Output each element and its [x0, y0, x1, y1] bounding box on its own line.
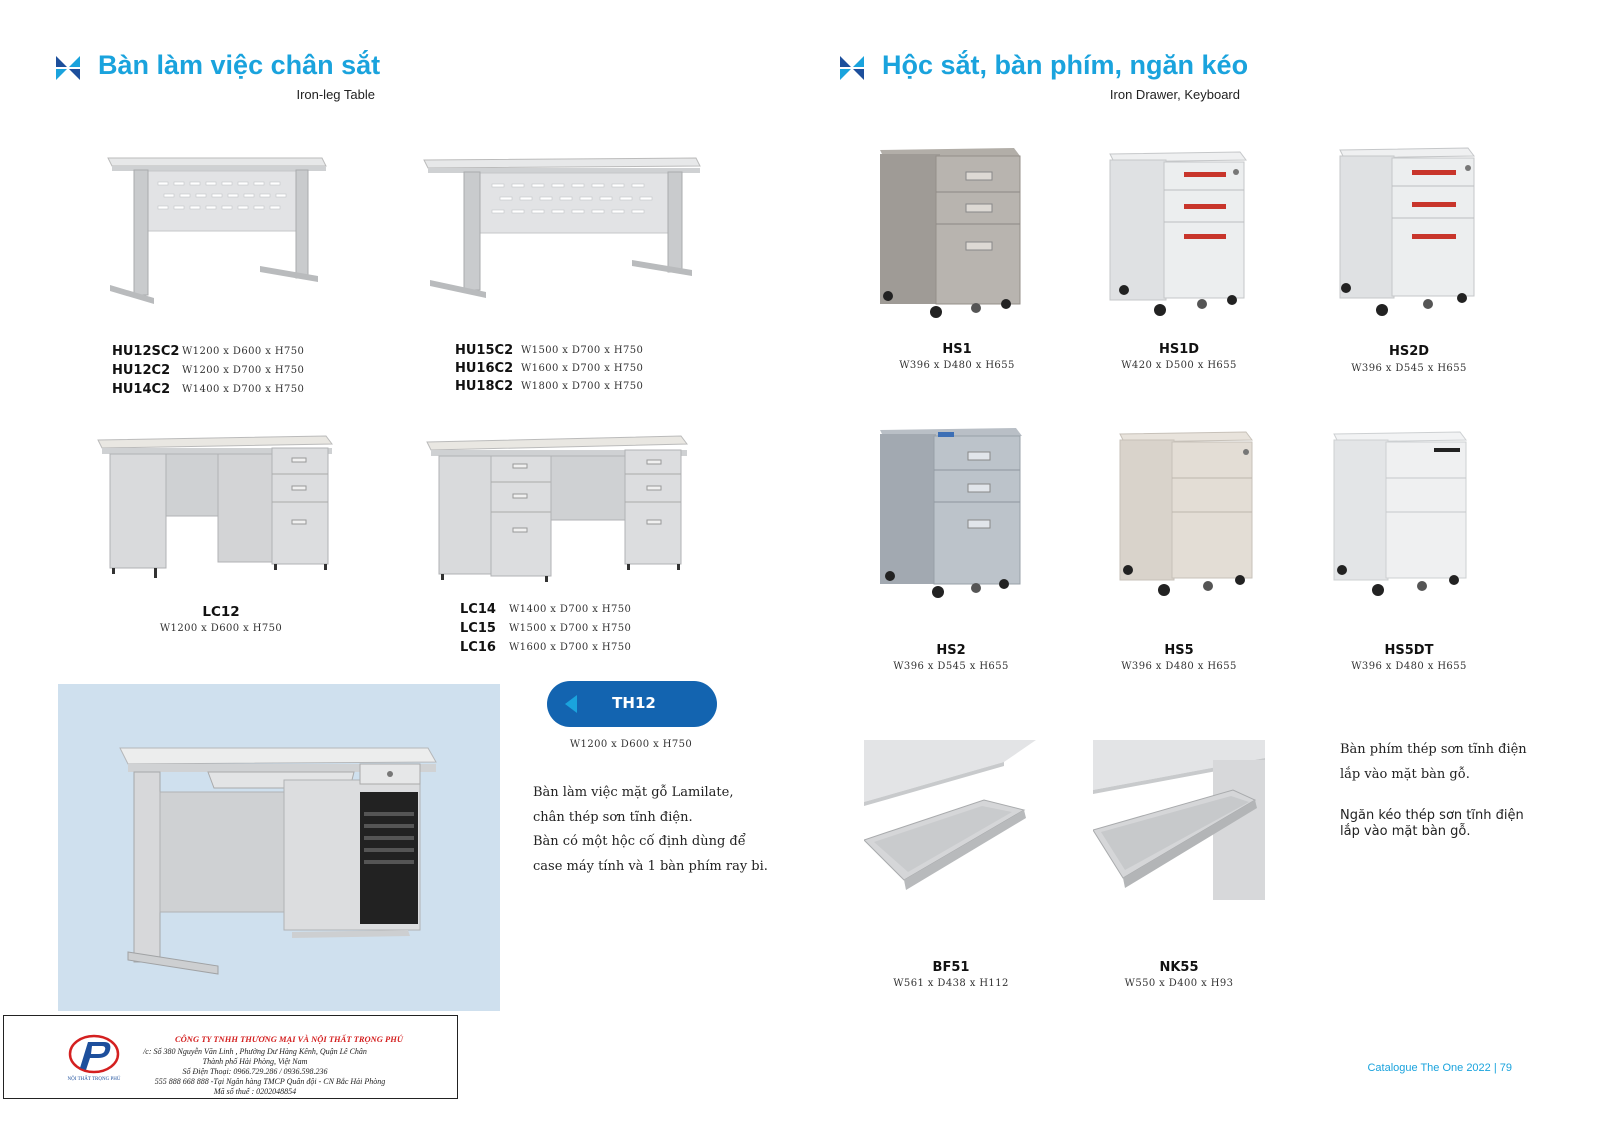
- section-title-drawers: Hộc sắt, bàn phím, ngăn kéo: [882, 50, 1249, 80]
- company-stamp: [3, 1015, 458, 1099]
- model-dims: W1800 x D700 x H750: [521, 380, 644, 392]
- th12-photo: [58, 684, 500, 1011]
- model-dims-lc12: W1200 x D600 x H750: [159, 623, 283, 634]
- model-code: HU14C2: [112, 382, 171, 397]
- model-dims: W1600 x D700 x H750: [521, 362, 644, 374]
- hs2d-drawer-image: [1336, 146, 1481, 321]
- spec-row: [460, 638, 631, 657]
- model-dims-hs1d: W420 x D500 x H655: [1121, 360, 1237, 371]
- note-line: lắp vào mặt bàn gỗ.: [1340, 766, 1470, 782]
- model-dims: W1400 x D700 x H750: [509, 604, 632, 615]
- description-line: Bàn làm việc mặt gỗ Lamilate,: [533, 785, 734, 800]
- hu15-desk-image: [420, 150, 705, 310]
- drawer-note: [1340, 808, 1560, 840]
- model-dims-hs2: W396 x D545 x H655: [893, 661, 1009, 672]
- model-dims-th12: W1200 x D600 x H750: [569, 739, 693, 750]
- spec-list-hu12: [112, 342, 304, 399]
- hs2-drawer-image: [876, 426, 1026, 601]
- company-logo: [66, 1034, 126, 1082]
- spec-row: [455, 341, 643, 359]
- model-dims-hs1: W396 x D480 x H655: [899, 360, 1015, 371]
- model-dims-bf51: W561 x D438 x H112: [893, 978, 1009, 989]
- hs1d-drawer-image: [1106, 150, 1251, 320]
- note-line: Bàn phím thép sơn tĩnh điện: [1340, 742, 1527, 757]
- section-subtitle-drawers: Iron Drawer, Keyboard: [1109, 87, 1240, 102]
- model-code-bf51: BF51: [932, 960, 970, 975]
- nk55-drawer-tray-image: [1093, 740, 1265, 900]
- model-code: LC16: [460, 640, 496, 655]
- section-subtitle-iron-leg-table: Iron-leg Table: [296, 87, 375, 102]
- model-code: HU12C2: [112, 363, 171, 378]
- model-code-nk55: NK55: [1159, 960, 1199, 975]
- lc14-desk-image: [425, 432, 690, 587]
- lc12-desk-image: [96, 432, 336, 587]
- model-dims-nk55: W550 x D400 x H93: [1124, 978, 1234, 989]
- th12-description: [533, 781, 773, 879]
- model-dims: W1400 x D700 x H750: [182, 384, 305, 395]
- brand-mark-icon: [840, 56, 864, 80]
- hs1-drawer-image: [876, 146, 1026, 321]
- description-line: case máy tính và 1 bàn phím ray bi.: [533, 858, 768, 874]
- model-dims: W1500 x D700 x H750: [509, 623, 632, 634]
- hu12-desk-image: [100, 150, 330, 310]
- spec-row: [455, 377, 643, 395]
- description-line: Bàn có một hộc cố định dùng để: [533, 834, 746, 849]
- section-title-iron-leg-table: Bàn làm việc chân sắt: [98, 50, 381, 80]
- model-code: LC15: [460, 621, 496, 636]
- model-dims: W1500 x D700 x H750: [521, 344, 644, 356]
- model-code-lc12: LC12: [202, 604, 240, 620]
- note-line: Ngăn kéo thép sơn tĩnh điện: [1340, 808, 1524, 823]
- spec-row: [112, 380, 304, 399]
- company-name: CÔNG TY TNHH THƯƠNG MẠI VÀ NỘI THẤT TRỌNG PHÚ: [175, 1034, 403, 1044]
- model-code: LC14: [460, 602, 496, 617]
- model-dims: W1200 x D600 x H750: [182, 346, 305, 357]
- model-code-hs2d: HS2D: [1388, 344, 1430, 359]
- model-code: HU15C2: [455, 342, 514, 358]
- company-address: /c: Số 380 Nguyễn Văn Linh , Phường Dư Hàng Kênh, Quận Lê Chân: [143, 1047, 367, 1056]
- spec-row: [112, 342, 304, 361]
- model-code: HU16C2: [455, 360, 514, 376]
- hs5dt-drawer-image: [1330, 430, 1475, 600]
- model-code-hs1: HS1: [942, 342, 972, 357]
- model-dims-hs5dt: W396 x D480 x H655: [1351, 661, 1467, 672]
- spec-row: [455, 359, 643, 377]
- keyboard-note: [1340, 738, 1560, 787]
- model-code-th12: TH12: [612, 694, 656, 712]
- model-code: HU18C2: [455, 378, 514, 394]
- model-code-hs2: HS2: [936, 643, 966, 658]
- model-code-hs5: HS5: [1164, 643, 1194, 658]
- th12-desk-image: [58, 684, 500, 1011]
- model-dims-hs5: W396 x D480 x H655: [1121, 661, 1237, 672]
- model-code-hs1d: HS1D: [1158, 342, 1200, 357]
- bf51-keyboard-tray-image: [864, 740, 1036, 895]
- th12-label-pill: [547, 681, 717, 727]
- spec-row: [460, 619, 631, 638]
- model-dims: W1600 x D700 x H750: [509, 642, 632, 653]
- hs5-drawer-image: [1116, 430, 1261, 600]
- logo-caption: NỘI THẤT TRỌNG PHÚ: [67, 1077, 121, 1082]
- spec-row: [112, 361, 304, 380]
- description-line: chân thép sơn tĩnh điện.: [533, 809, 693, 825]
- spec-list-lc14: [460, 600, 631, 657]
- spec-list-hu15: [455, 341, 643, 395]
- note-line: lắp vào mặt bàn gỗ.: [1340, 824, 1471, 839]
- brand-mark-icon: [56, 56, 80, 80]
- model-dims-hs2d: W396 x D545 x H655: [1351, 363, 1467, 374]
- company-city: Thành phố Hải Phòng, Việt Nam: [202, 1057, 308, 1066]
- company-phone: Số Điện Thoại: 0966.729.286 / 0936.598.236: [182, 1067, 328, 1076]
- company-tax: Mã số thuế : 0202048854: [213, 1087, 297, 1096]
- spec-row: [460, 600, 631, 619]
- model-code: HU12SC2: [112, 344, 180, 359]
- page-footer-catalogue: Catalogue The One 2022 | 79: [1367, 1062, 1512, 1074]
- model-code-hs5dt: HS5DT: [1384, 643, 1434, 658]
- company-bank: 555 888 668 888 -Tại Ngân hàng TMCP Quân đội - CN Bắc Hải Phòng: [154, 1077, 386, 1086]
- model-dims: W1200 x D700 x H750: [182, 365, 305, 376]
